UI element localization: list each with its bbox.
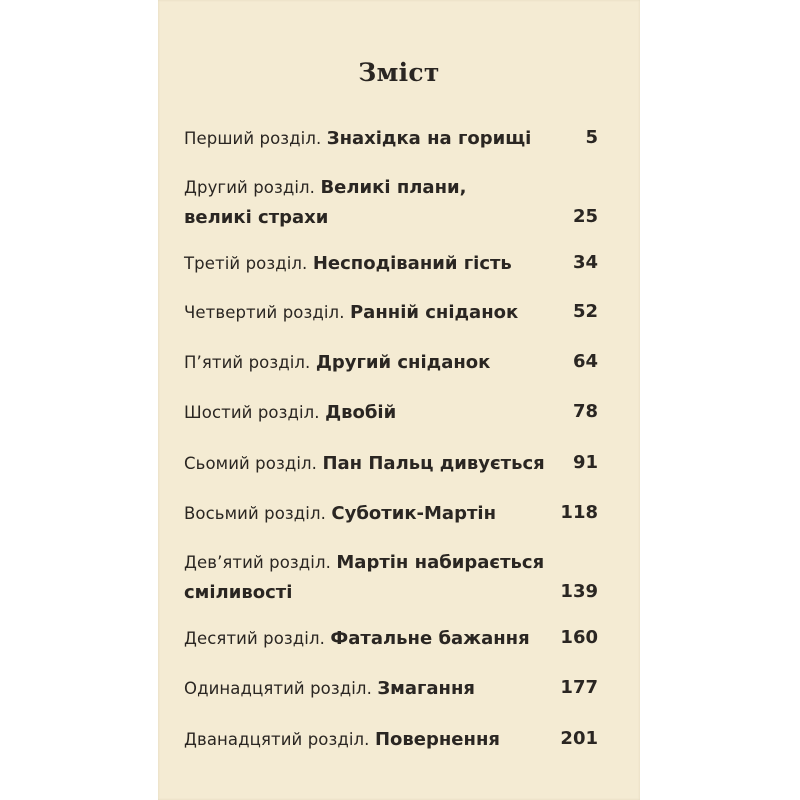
page-number: 118 <box>560 502 598 523</box>
toc-entry <box>184 172 608 232</box>
toc-entry <box>184 397 608 427</box>
chapter-label: Сьомий розділ. <box>184 454 318 473</box>
chapter-label: Перший розділ. <box>184 129 322 148</box>
page-number: 139 <box>560 581 598 602</box>
page-number: 160 <box>560 627 598 648</box>
toc-title: Зміст <box>358 58 440 87</box>
toc-entry <box>184 547 608 607</box>
toc-list <box>184 0 608 800</box>
toc-entry <box>184 724 608 754</box>
chapter-title-continued: великі страхи <box>184 207 329 228</box>
chapter-label: Восьмий розділ. <box>184 504 326 523</box>
page-number: 201 <box>560 728 598 749</box>
book-page <box>158 0 640 800</box>
toc-entry <box>184 347 608 377</box>
chapter-label: П’ятий розділ. <box>184 353 311 372</box>
toc-entry <box>184 297 608 327</box>
toc-entry <box>184 623 608 653</box>
page-number: 177 <box>560 677 598 698</box>
chapter-title: Великі плани, <box>320 177 467 198</box>
page-number: 52 <box>572 301 598 322</box>
chapter-label: Шостий розділ. <box>184 403 320 422</box>
chapter-label: Десятий розділ. <box>184 629 325 648</box>
chapter-label: Четвертий розділ. <box>184 303 345 322</box>
chapter-label: Дев’ятий розділ. <box>184 553 331 572</box>
page-number: 91 <box>572 452 598 473</box>
chapter-title: Двобій <box>325 402 397 423</box>
chapter-title: Знахідка на горищі <box>326 128 532 149</box>
page-number: 34 <box>572 252 598 273</box>
chapter-title: Мартін набирається <box>336 552 545 573</box>
chapter-title: Пан Пальц дивується <box>322 453 545 474</box>
chapter-title: Змагання <box>377 678 475 699</box>
chapter-title: Суботик-Мартін <box>331 503 496 524</box>
chapter-title: Ранній сніданок <box>349 302 519 323</box>
toc-entry <box>184 123 608 153</box>
chapter-label: Третій розділ. <box>184 254 308 273</box>
toc-entry <box>184 673 608 703</box>
page-number: 25 <box>572 206 598 227</box>
chapter-title: Повернення <box>374 729 500 750</box>
chapter-label: Другий розділ. <box>184 178 316 197</box>
chapter-label: Одинадцятий розділ. <box>184 679 372 698</box>
chapter-title: Фатальне бажання <box>330 628 530 649</box>
page-number: 5 <box>585 127 598 148</box>
toc-entry <box>184 448 608 478</box>
chapter-title: Несподіваний гість <box>312 253 512 274</box>
toc-entry <box>184 498 608 528</box>
chapter-label: Дванадцятий розділ. <box>184 730 370 749</box>
page-number: 64 <box>572 351 598 372</box>
toc-entry <box>184 248 608 278</box>
chapter-title: Другий сніданок <box>315 352 491 373</box>
page-number: 78 <box>572 401 598 422</box>
chapter-title-continued: сміливості <box>184 582 293 603</box>
